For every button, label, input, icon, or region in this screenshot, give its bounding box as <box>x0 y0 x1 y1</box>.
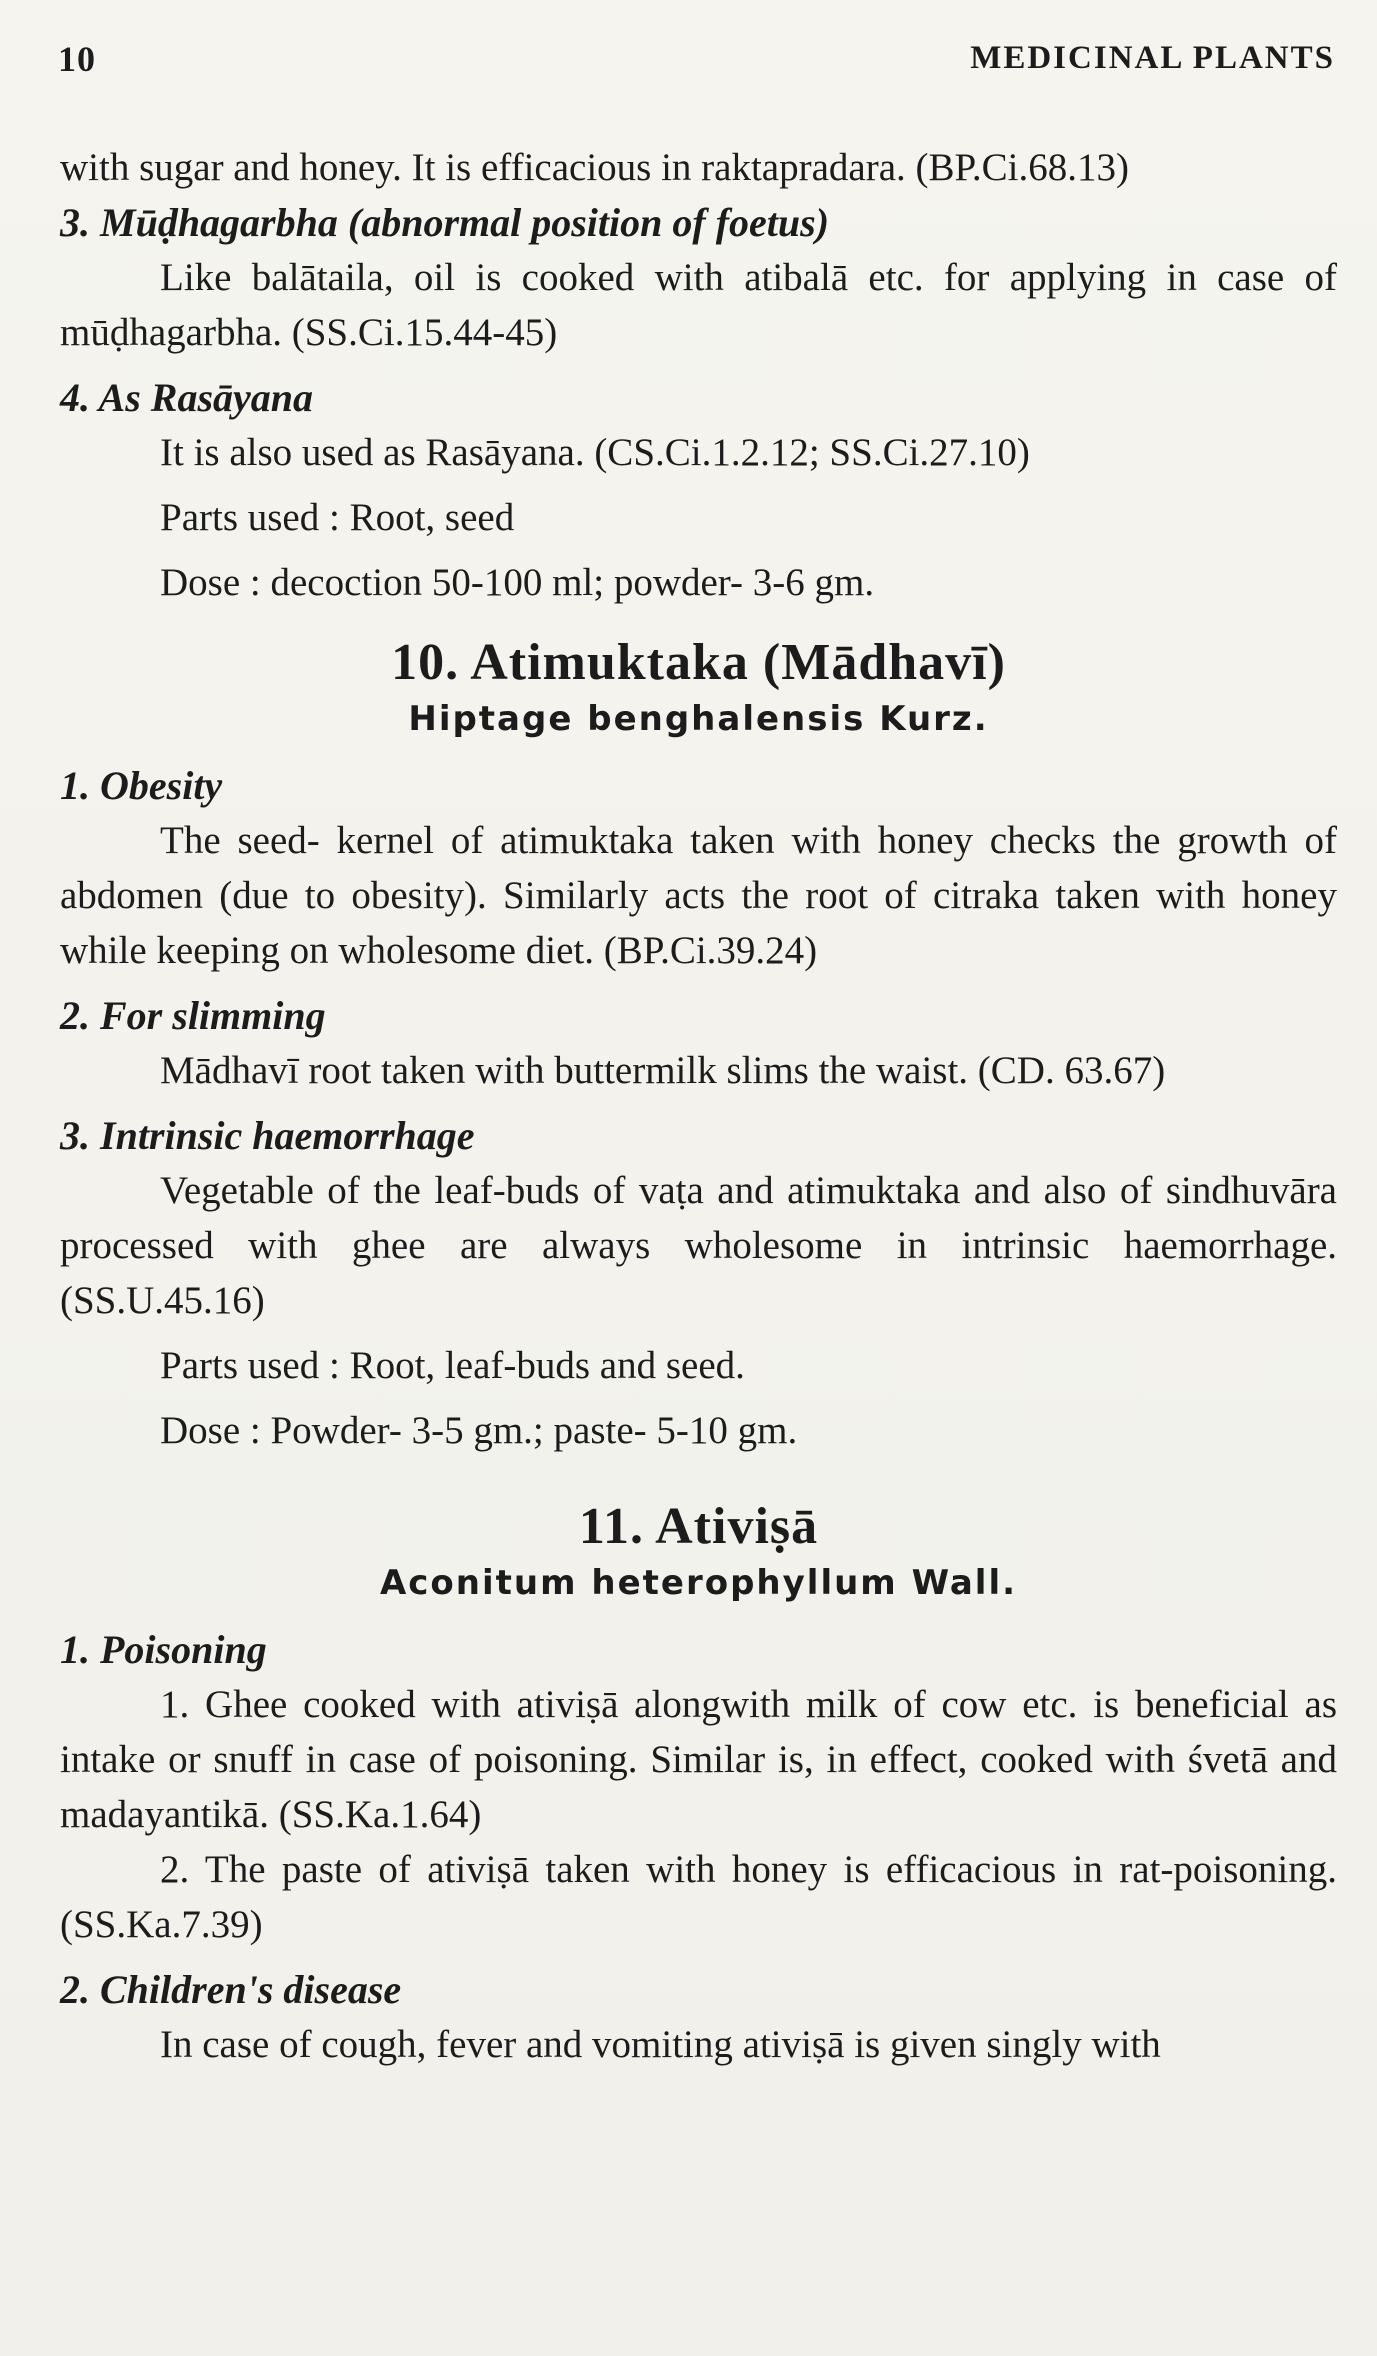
paragraph: 2. The paste of ativiṣā taken with honey is efficacious in rat-poisoning. (SS.Ka.7.39) <box>60 1848 1337 1946</box>
subheading: 2. For slimming <box>60 993 326 1038</box>
paragraph: The seed- kernel of atimuktaka taken with honey checks the growth of abdomen (due to obesity). Similarly acts the root of citraka taken with honey while keeping on wholesome diet. (BP.Ci.39.24) <box>60 819 1337 972</box>
dose: Dose : Powder- 3-5 gm.; paste- 5-10 gm. <box>160 1409 798 1452</box>
botanical-name: Hiptage benghalensis Kurz. <box>408 699 989 739</box>
parts-used: Parts used : Root, seed <box>160 496 515 539</box>
subheading: 3. Mūḍhagarbha (abnormal position of foetus) <box>60 200 830 245</box>
subheading: 2. Children's disease <box>60 1967 402 2012</box>
plant-heading: 10. Atimuktaka (Mādhavī) <box>391 634 1006 691</box>
paragraph: It is also used as Rasāyana. (CS.Ci.1.2.12; SS.Ci.27.10) <box>160 431 1030 474</box>
subheading: 1. Poisoning <box>60 1627 267 1672</box>
running-title: MEDICINAL PLANTS <box>970 40 1335 76</box>
subheading: 4. As Rasāyana <box>60 375 314 420</box>
paragraph: 1. Ghee cooked with ativiṣā alongwith milk of cow etc. is beneficial as intake or snuff in case of poisoning. Similar is, in effect, cooked with śvetā and madayantikā. (SS.Ka.1.64) <box>60 1683 1337 1836</box>
paragraph: Like balātaila, oil is cooked with atibalā etc. for applying in case of mūḍhagarbha. (SS.Ci.15.44-45) <box>60 256 1337 354</box>
paragraph: In case of cough, fever and vomiting ativiṣā is given singly with <box>160 2023 1161 2066</box>
page-number: 10 <box>58 39 96 79</box>
paragraph: Vegetable of the leaf-buds of vaṭa and atimuktaka and also of sindhuvāra processed with ghee are always wholesome in intrinsic haemorrhage. (SS.U.45.16) <box>60 1169 1337 1322</box>
subheading: 1. Obesity <box>60 763 223 808</box>
subheading: 3. Intrinsic haemorrhage <box>60 1113 475 1158</box>
dose: Dose : decoction 50-100 ml; powder- 3-6 gm. <box>160 561 875 604</box>
paragraph: with sugar and honey. It is efficacious in raktapradara. (BP.Ci.68.13) <box>60 146 1129 189</box>
plant-heading: 11. Ativiṣā <box>578 1498 819 1555</box>
page-body <box>60 140 1337 2072</box>
paragraph: Mādhavī root taken with buttermilk slims the waist. (CD. 63.67) <box>160 1049 1166 1092</box>
botanical-name: Aconitum heterophyllum Wall. <box>379 1563 1018 1603</box>
parts-used: Parts used : Root, leaf-buds and seed. <box>160 1344 745 1387</box>
